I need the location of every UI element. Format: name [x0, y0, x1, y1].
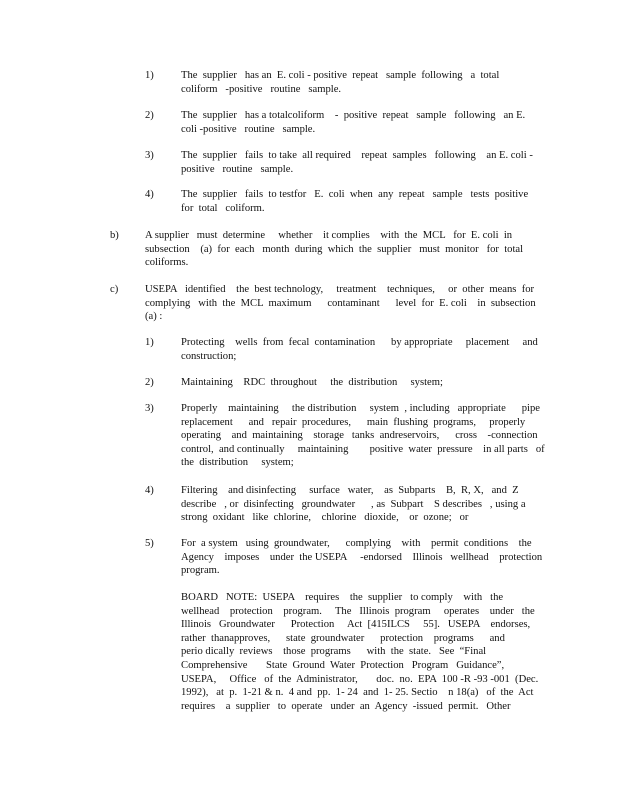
text-line: Maintaining RDC throughout the distribution system;	[181, 377, 443, 388]
list-marker: 1)	[145, 337, 154, 348]
text-line: replacement and repair procedures, main flushing programs, properly	[181, 416, 526, 428]
text-line: USEPA, Office of the Administrator, doc. no. EPA 100 -R -93 -001 (Dec.	[181, 673, 539, 685]
text-line: Filtering and disinfecting surface water, as Subparts B, R, X, and Z	[181, 485, 519, 496]
text-line: coliforms.	[145, 257, 189, 269]
list-marker: 3)	[145, 150, 154, 161]
text-line: Properly maintaining the distribution system , including appropriate pipe	[181, 403, 540, 414]
text-line: BOARD NOTE: USEPA requires the supplier to comply with the	[181, 592, 504, 603]
text-line: A supplier must determine whether it complies with the MCL for E. coli in	[145, 230, 513, 241]
text-line: perio dically reviews those programs with the state. See “Final	[181, 646, 487, 658]
text-line: control, and continually maintaining positive water pressure in all parts of	[181, 443, 545, 455]
text-line: 1992), at p. 1-21 & n. 4 and pp. 1- 24 and 1- 25. Sectio n 18(a) of the Act	[181, 687, 534, 699]
text-line: For a system using groundwater, complying with permit conditions the	[181, 538, 532, 549]
text-line: Agency imposes under the USEPA -endorsed Illinois wellhead protection	[181, 551, 543, 563]
text-line: Protecting wells from fecal contamination by appropriate placement and	[181, 337, 538, 348]
text-line: program.	[181, 565, 220, 577]
text-line: (a) :	[145, 311, 163, 323]
list-marker: b)	[110, 230, 119, 241]
text-line: describe , or disinfecting groundwater , as Subpart S describes , using a	[181, 498, 526, 510]
text-line: coliform -positive routine sample.	[181, 83, 342, 95]
text-line: The supplier has an E. coli - positive repeat sample following a total	[181, 70, 500, 81]
text-line: The supplier has a totalcoliform - positive repeat sample following an E.	[181, 110, 526, 121]
list-marker: 4)	[145, 485, 154, 496]
list-marker: 4)	[145, 189, 154, 200]
text-line: rather thanapproves, state groundwater protection programs and	[181, 632, 505, 644]
text-line: requires a supplier to operate under an Agency -issued permit. Other	[181, 700, 511, 712]
text-line: construction;	[181, 350, 237, 362]
text-line: subsection (a) for each month during which the supplier must monitor for total	[145, 243, 524, 255]
text-line: Illinois Groundwater Protection Act [415ILCS 55]. USEPA endorses,	[181, 619, 531, 631]
list-marker: 2)	[145, 110, 154, 121]
text-line: USEPA identified the best technology, treatment techniques, or other means for	[145, 284, 535, 295]
text-line: Comprehensive State Ground Water Protection Program Guidance”,	[181, 660, 505, 671]
text-line: strong oxidant like chlorine, chlorine dioxide, or ozone; or	[181, 512, 469, 524]
text-line: operating and maintaining storage tanks andreservoirs, cross -connection	[181, 430, 538, 442]
text-line: The supplier fails to testfor E. coli when any repeat sample tests positive	[181, 189, 529, 200]
text-line: complying with the MCL maximum contaminant level for E. coli in subsection	[145, 297, 536, 309]
list-marker: 1)	[145, 70, 154, 81]
text-line: for total coliform.	[181, 202, 265, 214]
text-line: The supplier fails to take all required repeat samples following an E. coli -	[181, 150, 533, 161]
list-marker: 2)	[145, 377, 154, 388]
text-line: wellhead protection program. The Illinois program operates under the	[181, 605, 535, 617]
list-marker: 3)	[145, 403, 154, 414]
list-marker: c)	[110, 284, 119, 295]
text-line: the distribution system;	[181, 457, 294, 469]
list-marker: 5)	[145, 538, 154, 549]
text-line: coli -positive routine sample.	[181, 123, 316, 135]
text-line: positive routine sample.	[181, 163, 294, 175]
